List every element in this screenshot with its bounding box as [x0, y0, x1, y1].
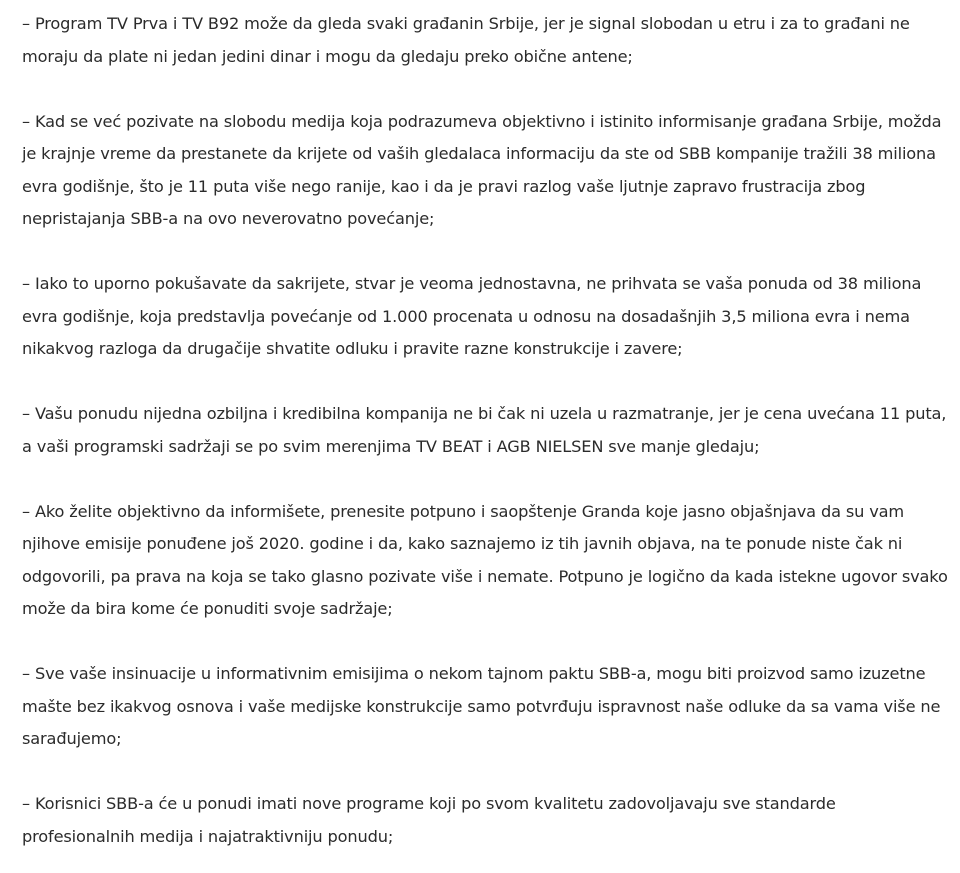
paragraph-offer-rejected: – Iako to uporno pokušavate da sakrijete, stvar je veoma jednostavna, ne prihvata se vaša ponuda od 38 miliona evra godišnje, koja predstavlja povećanje od 1.000 procenata u odnosu na dosadašnjih 3,5 miliona evra i nema nikakvog razloga da drugačije shvatite odluku i pravite razne konstrukcije i zavere; — [22, 274, 922, 358]
paragraph-free-signal: – Program TV Prva i TV B92 može da gleda svaki građanin Srbije, jer je signal slobodan u etru i za to građani ne moraju da plate ni jedan jedini dinar i mogu da gledaju preko obične antene; — [22, 14, 910, 66]
paragraph-new-programs: – Korisnici SBB-a će u ponudi imati nove programe koji po svom kvalitetu zadovoljavaju sve standarde profesionalnih medija i najatraktivniju ponudu; — [22, 794, 836, 846]
paragraph-media-freedom: – Kad se već pozivate na slobodu medija koja podrazumeva objektivno i istinito informisanje građana Srbije, možda je krajnje vreme da prestanete da krijete od vaših gledalaca informaciju da ste od SBB kompanije tražili 38 miliona evra godišnje, što je 11 puta više nego ranije, kao i da je pravi razlog vaše ljutnje zapravo frustracija zbog nepristajanja SBB-a na ovo neverovatno povećanje; — [22, 111, 942, 228]
paragraph-grand-statement: – Ako želite objektivno da informišete, prenesite potpuno i saopštenje Granda koje jasno objašnjava da su vam njihove emisije ponuđene još 2020. godine i da, kako saznajemo iz tih javnih objava, na te ponude niste čak ni odgovorili, pa prava na koja se tako glasno pozivate više i nemate. Potpuno je logično da kada istekne ugovor svako može da bira kome će ponuditi svoje sadržaje; — [22, 501, 948, 618]
paragraph-credible-company: – Vašu ponudu nijedna ozbiljna i kredibilna kompanija ne bi čak ni uzela u razmatranje, jer je cena uvećana 11 puta, a vaši programski sadržaji se po svim merenjima TV BEAT i AGB NIELSEN sve manje gledaju; — [22, 404, 947, 456]
paragraph-insinuations: – Sve vaše insinuacije u informativnim emisijima o nekom tajnom paktu SBB-a, mogu biti proizvod samo izuzetne mašte bez ikakvog osnova i vaše medijske konstrukcije samo potvrđuju ispravnost naše odluke da sa vama više ne sarađujemo; — [22, 664, 941, 748]
